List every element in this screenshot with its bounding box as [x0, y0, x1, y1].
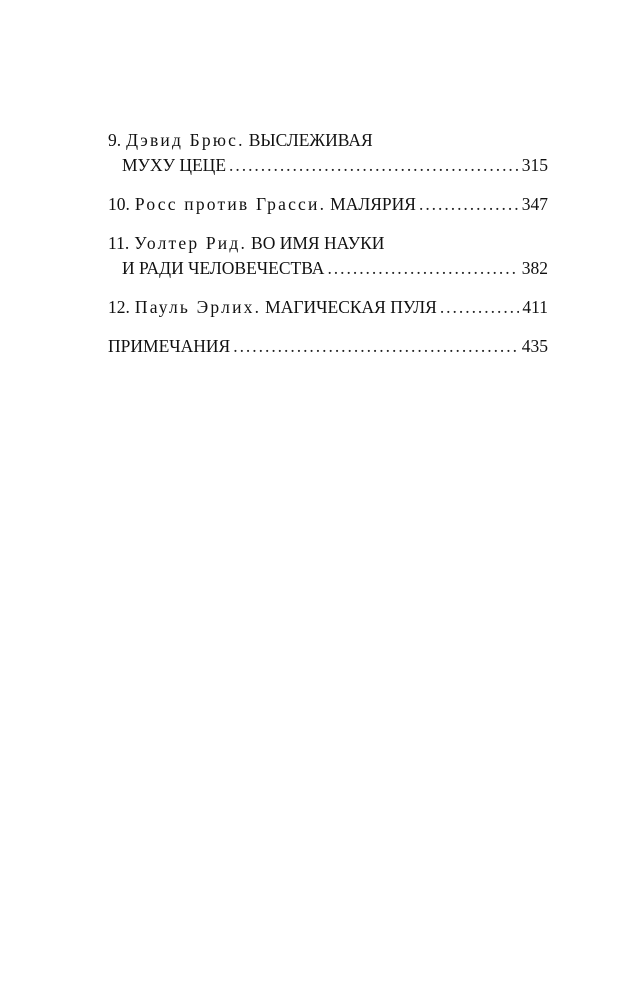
toc-line: [108, 128, 548, 153]
page-number: 382: [521, 258, 548, 278]
toc-line: [108, 153, 548, 178]
chapter-title: МАГИЧЕСКАЯ ПУЛЯ: [265, 297, 437, 317]
chapter-title: ВЫСЛЕЖИВАЯ: [248, 130, 373, 150]
dot-leader: [440, 295, 520, 320]
chapter-number: 10.: [108, 194, 130, 214]
toc-entry: [108, 231, 548, 281]
toc-line: [108, 334, 548, 359]
page-number: 411: [522, 297, 548, 317]
dot-leader: [233, 334, 519, 359]
chapter-author: Уолтер Рид.: [134, 233, 248, 253]
chapter-title-continued: МУХУ ЦЕЦЕ: [122, 155, 227, 175]
dot-leader: [327, 256, 518, 281]
chapter-title-continued: И РАДИ ЧЕЛОВЕЧЕСТВА: [122, 258, 325, 278]
chapter-author: Дэвид Брюс.: [126, 130, 245, 150]
chapter-author: Пауль Эрлих.: [134, 297, 262, 317]
toc-line: [108, 231, 548, 256]
section-title: ПРИМЕЧАНИЯ: [108, 336, 231, 356]
page-number: 347: [521, 194, 548, 214]
toc-entry: [108, 128, 548, 178]
toc-line: [108, 192, 548, 217]
toc-entry: [108, 192, 548, 217]
dot-leader: [229, 153, 519, 178]
page-number: 435: [521, 336, 548, 356]
chapter-number: 11.: [108, 233, 130, 253]
chapter-title: МАЛЯРИЯ: [330, 194, 416, 214]
chapter-number: 12.: [108, 297, 130, 317]
toc-line: [108, 295, 548, 320]
chapter-number: 9.: [108, 130, 122, 150]
toc-line: [108, 256, 548, 281]
toc-entry: [108, 334, 548, 359]
page-number: 315: [521, 155, 548, 175]
dot-leader: [419, 192, 519, 217]
toc-entry: [108, 295, 548, 320]
chapter-title: ВО ИМЯ НАУКИ: [251, 233, 385, 253]
chapter-author: Росс против Грасси.: [134, 194, 327, 214]
table-of-contents: [108, 128, 548, 373]
